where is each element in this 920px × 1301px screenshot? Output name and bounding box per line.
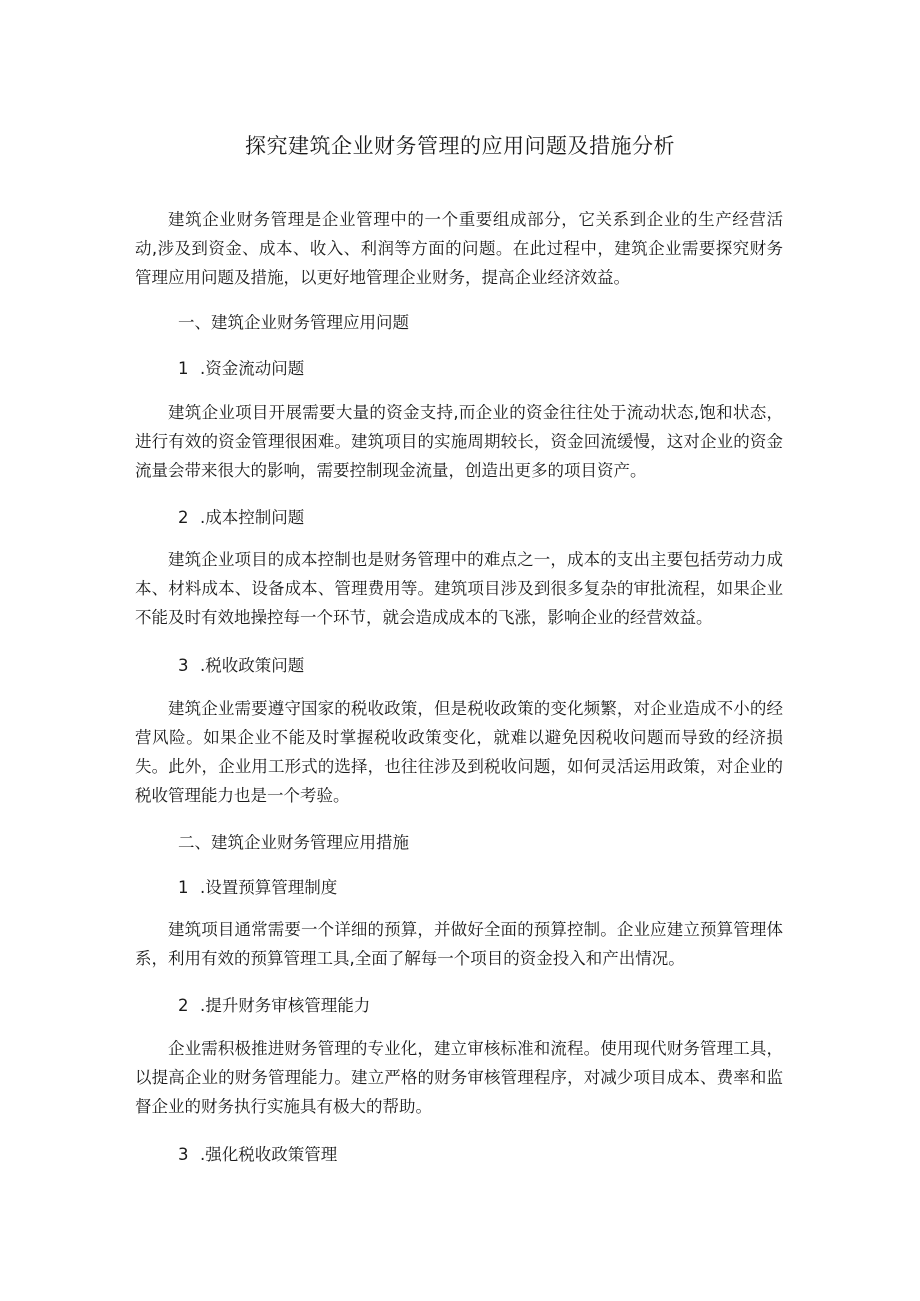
section1-heading: 一、建筑企业财务管理应用问题 [178,313,409,332]
item-number: 2 [178,996,189,1015]
item-number: 3 [178,1145,189,1164]
intro-paragraph: 建筑企业财务管理是企业管理中的一个重要组成部分，它关系到企业的生产经营活动,涉及到资金、成本、收入、利润等方面的问题。在此过程中，建筑企业需要探究财务管理应用问题及措施，以更好地管理企业财务，提高企业经济效益。 [135,210,783,287]
item-number: 1 [178,359,189,378]
item-number: 3 [178,656,189,675]
item-title: .设置预算管理制度 [200,878,338,897]
section1-item2-heading [178,503,778,532]
section1-item3-heading [178,651,778,680]
item-title: .资金流动问题 [200,359,305,378]
section2-item1-heading [178,873,778,902]
section2-item3-heading [178,1140,778,1169]
section1-item3-paragraph: 建筑企业需要遵守国家的税收政策，但是税收政策的变化频繁，对企业造成不小的经营风险。如果企业不能及时掌握税收政策变化，就难以避免因税收问题而导致的经济损失。此外，企业用工形式的选择，也往往涉及到税收问题，如何灵活运用政策，对企业的税收管理能力也是一个考验。 [135,699,783,805]
section2-item2-heading [178,991,778,1020]
section2-item1-paragraph: 建筑项目通常需要一个详细的预算，并做好全面的预算控制。企业应建立预算管理体系，利用有效的预算管理工具,全面了解每一个项目的资金投入和产出情况。 [135,920,783,968]
item-title: .提升财务审核管理能力 [200,996,371,1015]
item-number: 1 [178,878,189,897]
item-title: .成本控制问题 [200,508,305,527]
section1-item1-heading [178,354,778,383]
section2-item2-paragraph: 企业需积极推进财务管理的专业化，建立审核标准和流程。使用现代财务管理工具，以提高企业的财务管理能力。建立严格的财务审核管理程序，对减少项目成本、费率和监督企业的财务执行实施具有极大的帮助。 [135,1039,783,1116]
item-title: .强化税收政策管理 [200,1145,338,1164]
section1-item2-paragraph: 建筑企业项目的成本控制也是财务管理中的难点之一，成本的支出主要包括劳动力成本、材料成本、设备成本、管理费用等。建筑项目涉及到很多复杂的审批流程，如果企业不能及时有效地操控每一个环节，就会造成成本的飞涨，影响企业的经营效益。 [135,550,783,627]
section1-item1-paragraph: 建筑企业项目开展需要大量的资金支持,而企业的资金往往处于流动状态,饱和状态，进行有效的资金管理很困难。建筑项目的实施周期较长，资金回流缓慢，这对企业的资金流量会带来很大的影响，需要控制现金流量，创造出更多的项目资产。 [135,403,783,480]
section2-heading: 二、建筑企业财务管理应用措施 [178,833,409,852]
document-title: 探究建筑企业财务管理的应用问题及措施分析 [245,134,675,158]
item-title: .税收政策问题 [200,656,305,675]
item-number: 2 [178,508,189,527]
